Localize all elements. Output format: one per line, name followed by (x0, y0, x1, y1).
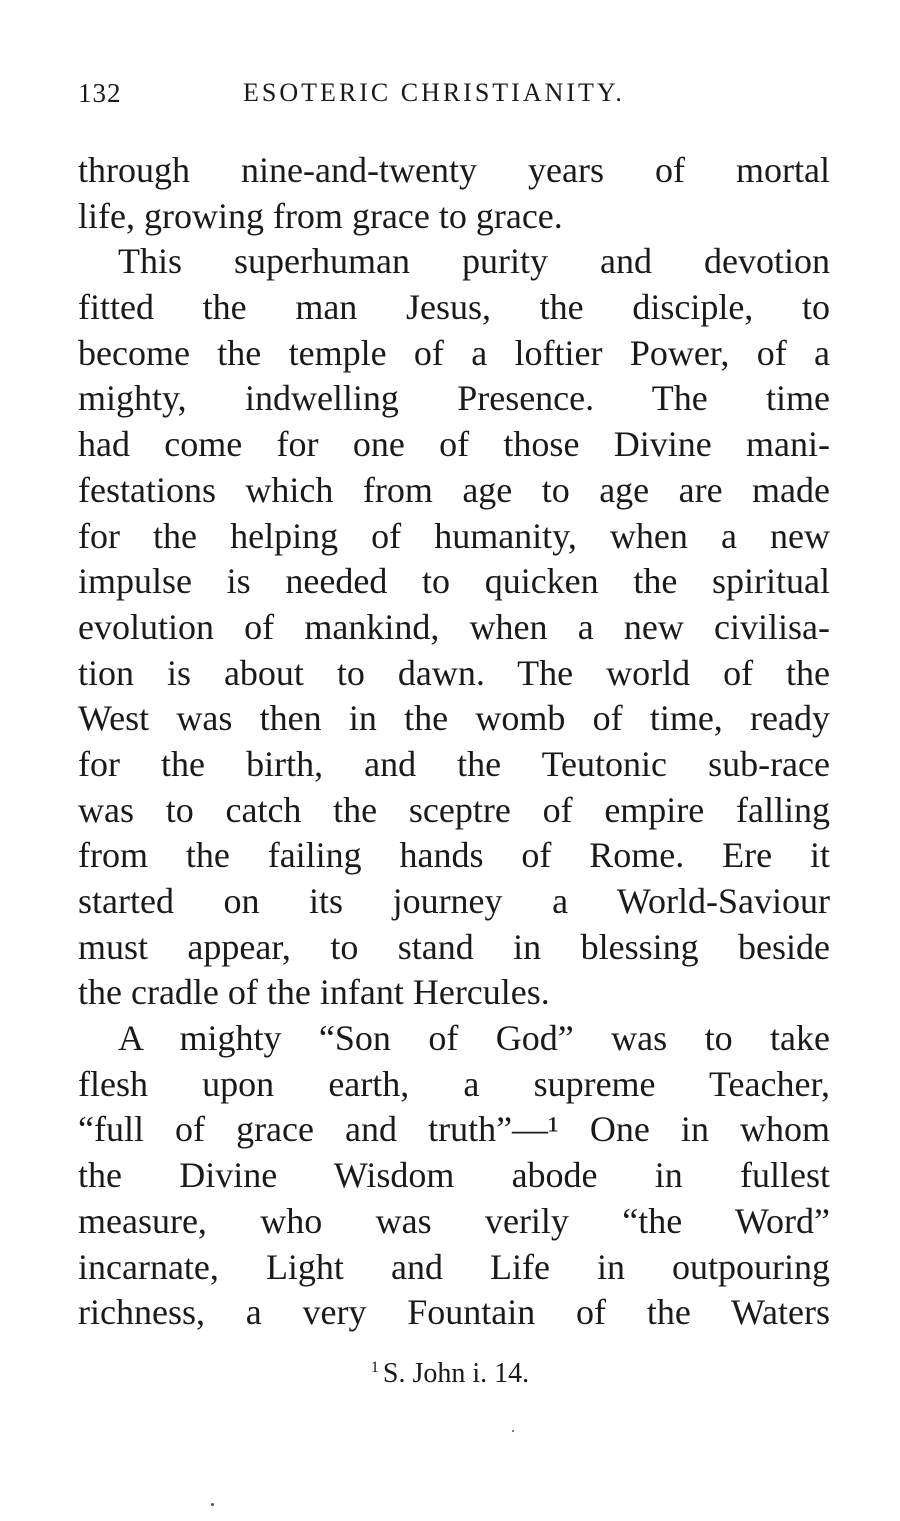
text-line: for the birth, and the Teutonic sub-race (78, 743, 830, 784)
text-line: measure, who was verily “the Word” (78, 1200, 830, 1241)
text-line: A mighty “Son of God” was to take (118, 1018, 830, 1059)
text-line: had come for one of those Divine mani- (78, 424, 830, 465)
text-line: West was then in the womb of time, ready (78, 698, 830, 739)
page-number: 132 (78, 78, 122, 108)
text-line: evolution of mankind, when a new civilisa- (78, 606, 830, 647)
text-line: life, growing from grace to grace. (78, 195, 563, 236)
text-line: mighty, indwelling Presence. The time (78, 378, 830, 419)
running-head (78, 78, 830, 118)
text-line: become the temple of a loftier Power, of a (78, 332, 830, 373)
text-line: richness, a very Fountain of the Waters (78, 1292, 830, 1333)
text-line: incarnate, Light and Life in outpouring (78, 1246, 830, 1287)
text-line: “full of grace and truth”—¹ One in whom (78, 1109, 830, 1150)
footnote-marker: 1 (370, 1359, 379, 1376)
print-speck (512, 1430, 514, 1432)
text-line: for the helping of humanity, when a new (78, 515, 830, 556)
text-line: This superhuman purity and devotion (118, 241, 830, 282)
text-line: was to catch the sceptre of empire falling (78, 789, 830, 830)
text-line: through nine-and-twenty years of mortal (78, 150, 830, 190)
footnote-text: S. John i. 14. (382, 1358, 530, 1389)
text-line: tion is about to dawn. The world of the (78, 652, 830, 693)
text-line: impulse is needed to quicken the spiritual (78, 561, 830, 602)
text-line: must appear, to stand in blessing beside (78, 926, 830, 967)
text-line: the Divine Wisdom abode in fullest (78, 1155, 830, 1196)
text-line: fitted the man Jesus, the disciple, to (78, 287, 830, 328)
body-text (78, 148, 830, 1336)
text-line: from the failing hands of Rome. Ere it (78, 835, 830, 876)
text-line: festations which from age to age are made (78, 469, 830, 510)
footnote (0, 1358, 900, 1390)
text-line: started on its journey a World-Saviour (78, 881, 830, 921)
running-title: ESOTERIC CHRISTIANITY. (243, 78, 625, 107)
text-line: flesh upon earth, a supreme Teacher, (78, 1063, 830, 1104)
print-speck (211, 1503, 214, 1506)
text-line: the cradle of the infant Hercules. (78, 972, 550, 1013)
